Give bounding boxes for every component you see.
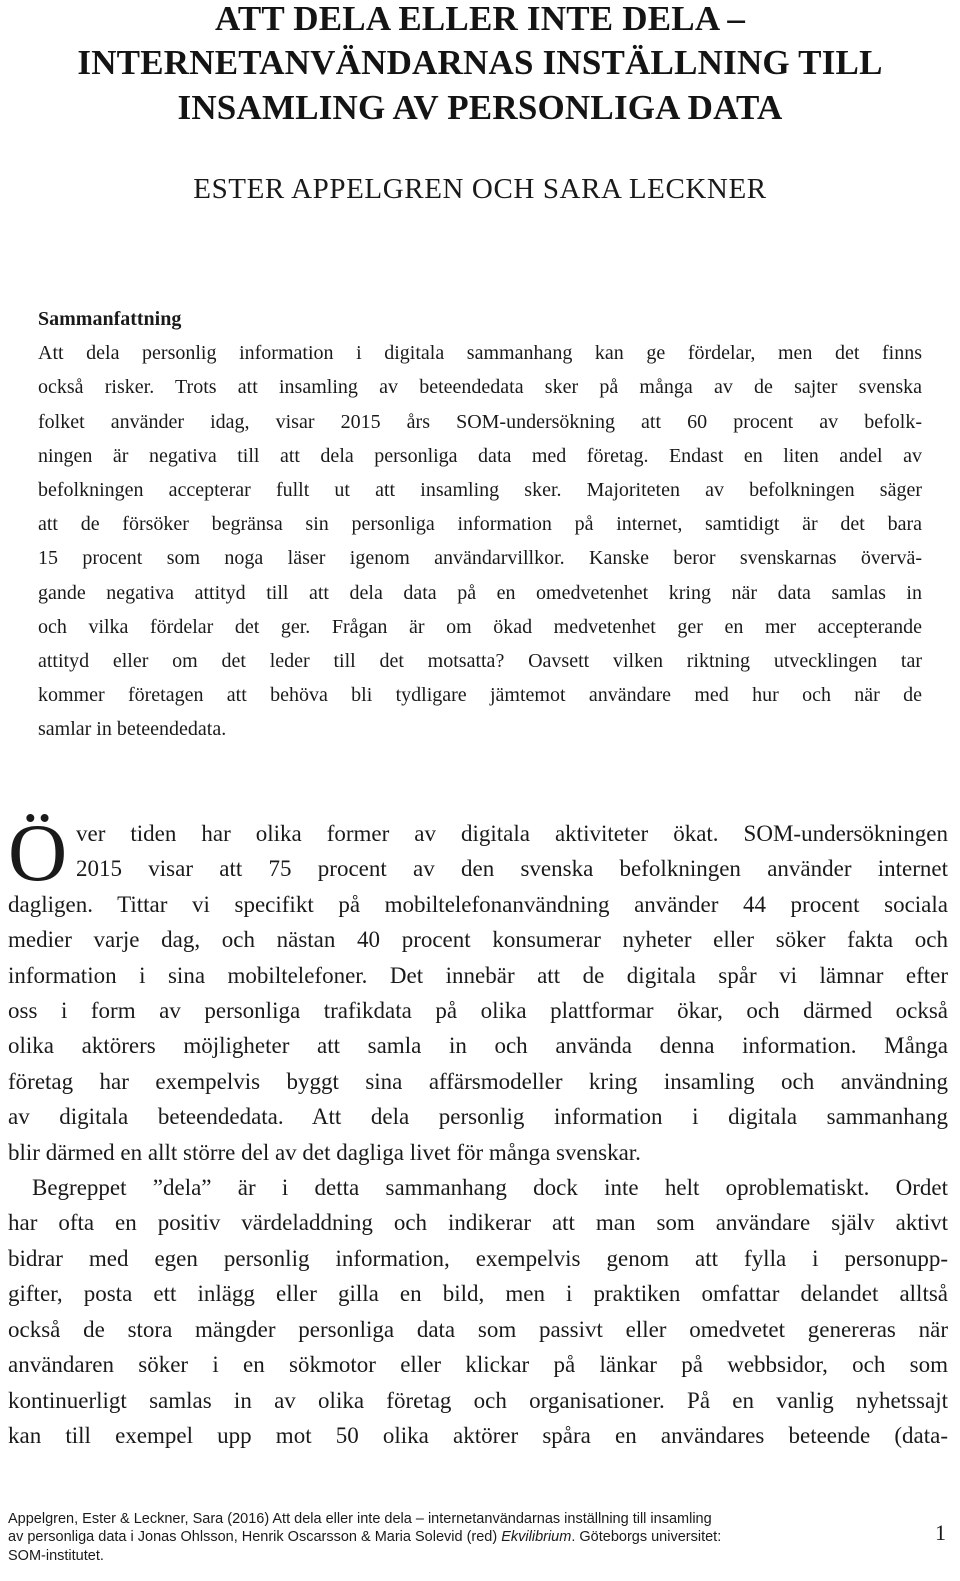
citation-footer bbox=[8, 1510, 908, 1565]
body-line: information i sina mobiltelefoner. Det innebär att de digitala spår vi lämnar efter bbox=[8, 962, 948, 988]
book-title: Ekvilibrium bbox=[501, 1529, 572, 1546]
abstract-line: ningen är negativa till att dela personliga data med företag. Endast en liten andel av bbox=[38, 444, 922, 467]
abstract-line: Att dela personlig information i digitala sammanhang kan ge fördelar, men det finns bbox=[38, 342, 922, 365]
body-line: blir därmed en allt större del av det dagliga livet för många svenskar. bbox=[8, 1139, 641, 1165]
body-line: ver tiden har olika former av digitala aktiviteter ökat. SOM-undersökningen bbox=[76, 821, 948, 846]
body-line: dagligen. Tittar vi specifikt på mobiltelefonanvändning använder 44 procent sociala bbox=[8, 891, 948, 917]
body-line: gifter, posta ett inlägg eller gilla en bild, men i praktiken omfattar delandet alltså bbox=[8, 1281, 948, 1307]
title-line-3: INSAMLING AV PERSONLIGA DATA bbox=[177, 88, 783, 127]
citation-line-1: Appelgren, Ester & Leckner, Sara (2016) Att dela eller inte dela – internetanvändarnas inställning till insamling bbox=[8, 1511, 712, 1527]
abstract-line: kommer företagen att behöva bli tydligare jämtemot användare med hur och när de bbox=[38, 684, 922, 707]
abstract-line: gande negativa attityd till att dela data på en omedvetenhet kring när data samlas in bbox=[38, 581, 922, 604]
page-number: 1 bbox=[935, 1520, 946, 1545]
body-line: har ofta en positiv värdeladdning och indikerar att man som användare själv aktivt bbox=[8, 1210, 948, 1236]
body-line: Begreppet ”dela” är i detta sammanhang dock inte helt oproblematiskt. Ordet bbox=[32, 1175, 948, 1201]
abstract-line: folket använder idag, visar 2015 års SOM-undersökning att 60 procent av befolk- bbox=[38, 410, 922, 433]
first-paragraph-opening bbox=[8, 807, 948, 898]
abstract-line: och vilka fördelar det ger. Frågan är om ökad medvetenhet ger en mer accepterande bbox=[38, 615, 922, 638]
body-text bbox=[8, 807, 948, 1453]
body-line: kan till exempel upp mot 50 olika aktörer spåra en användares beteende (data- bbox=[8, 1422, 948, 1448]
body-line: av digitala beteendedata. Att dela personlig information i digitala sammanhang bbox=[8, 1104, 948, 1130]
body-line: oss i form av personliga trafikdata på olika plattformar ökar, och därmed också bbox=[8, 998, 948, 1024]
citation-text: av personliga data i Jonas Ohlsson, Henrik Oscarsson & Maria Solevid (red) bbox=[8, 1529, 502, 1546]
abstract-line: 15 procent som noga läser igenom användarvillkor. Kanske beror svenskarnas övervä- bbox=[38, 547, 922, 570]
body-line: bidrar med egen personlig information, exempelvis genom att fylla i personupp- bbox=[8, 1245, 948, 1271]
abstract-line: samlar in beteendedata. bbox=[38, 718, 227, 741]
article-authors: ESTER APPELGREN OCH SARA LECKNER bbox=[193, 173, 767, 205]
body-line: också de stora mängder personliga data som passivt eller omedvetet genereras när bbox=[8, 1316, 948, 1342]
abstract-heading: Sammanfattning bbox=[38, 308, 182, 330]
body-line: 2015 visar att 75 procent av den svenska befolkningen använder internet bbox=[76, 856, 948, 882]
body-line: medier varje dag, och nästan 40 procent konsumerar nyheter eller söker fakta och bbox=[8, 927, 948, 953]
citation-line-3: SOM-institutet. bbox=[8, 1547, 104, 1564]
citation-text: . Göteborgs universitet: bbox=[571, 1529, 722, 1546]
abstract-line: attityd eller om det leder till det motsatta? Oavsett vilken riktning utvecklingen tar bbox=[38, 650, 922, 673]
body-line: företag har exempelvis byggt sina affärsmodeller kring insamling och användning bbox=[8, 1068, 948, 1094]
citation-line-2 bbox=[8, 1528, 908, 1546]
body-line: kontinuerligt samlas in av olika företag och organisationer. På en vanlig nyhetssajt bbox=[8, 1387, 948, 1413]
body-line: olika aktörers möjligheter att samla in och använda denna information. Många bbox=[8, 1033, 948, 1059]
title-line-1: ATT DELA ELLER INTE DELA – bbox=[214, 0, 746, 38]
abstract-line: att de försöker begränsa sin personliga information på internet, samtidigt är det bara bbox=[38, 513, 922, 536]
body-line: användaren söker i en sökmotor eller klickar på länkar på webbsidor, och som bbox=[8, 1352, 948, 1378]
abstract-line: också risker. Trots att insamling av beteendedata sker på många av de sajter svenska bbox=[38, 376, 922, 399]
abstract-section bbox=[38, 302, 922, 747]
title-line-2: INTERNETANVÄNDARNAS INSTÄLLNING TILL bbox=[77, 43, 883, 82]
abstract-line: befolkningen accepterar fullt ut att insamling sker. Majoriteten av befolkningen säger bbox=[38, 479, 922, 502]
drop-cap: Ö bbox=[8, 807, 68, 898]
